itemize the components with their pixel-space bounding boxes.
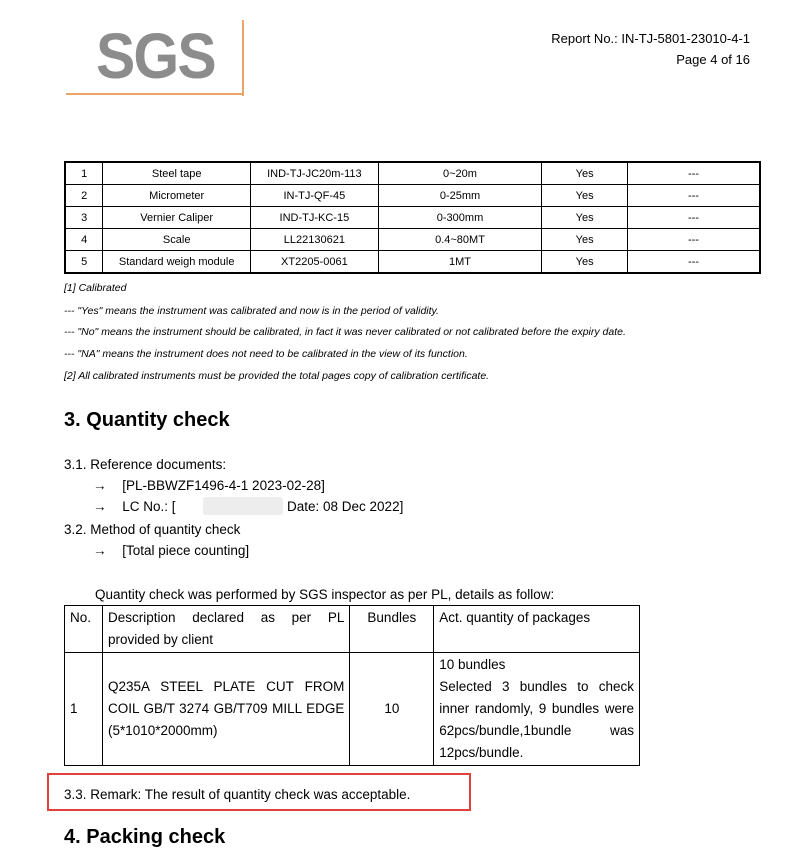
cell-id: IN-TJ-QF-45	[251, 185, 379, 207]
cell-no: 3	[65, 207, 103, 229]
actual-quantity-line: 10 bundles	[439, 657, 506, 672]
table-header-row	[65, 606, 640, 653]
cell-calibrated: Yes	[542, 251, 628, 274]
cell-instrument: Micrometer	[103, 185, 251, 207]
cell-remark: ---	[627, 251, 760, 274]
cell-remark: ---	[627, 229, 760, 251]
header-description: Description declared as per PL provided by client	[102, 606, 349, 653]
page-number: Page 4 of 16	[676, 52, 750, 67]
note-calibrated: [1] Calibrated	[64, 282, 127, 294]
reference-item	[93, 499, 176, 514]
logo-vertical-rule	[242, 20, 244, 96]
note-certificate: [2] All calibrated instruments must be provided the total pages copy of calibration certificate.	[64, 370, 490, 382]
cell-range: 0.4~80MT	[378, 229, 542, 251]
section-3-title: 3. Quantity check	[64, 409, 230, 431]
cell-calibrated: Yes	[542, 207, 628, 229]
header-bundles: Bundles	[350, 606, 434, 653]
redacted-area	[203, 497, 283, 515]
sgs-logo	[66, 20, 246, 100]
cell-range: 1MT	[378, 251, 542, 274]
note-na: --- "NA" means the instrument does not need to be calibrated in the view of its function.	[64, 348, 468, 360]
cell-no: 2	[65, 185, 103, 207]
cell-instrument: Scale	[103, 229, 251, 251]
cell-id: LL22130621	[251, 229, 379, 251]
cell-range: 0~20m	[378, 162, 542, 185]
cell-instrument: Vernier Caliper	[103, 207, 251, 229]
quantity-table	[64, 605, 640, 766]
cell-remark: ---	[627, 162, 760, 185]
cell-instrument: Steel tape	[103, 162, 251, 185]
reference-lc-date: Date: 08 Dec 2022]	[287, 499, 404, 514]
method-heading: 3.2. Method of quantity check	[64, 522, 241, 537]
cell-instrument: Standard weigh module	[103, 251, 251, 274]
table-row	[65, 229, 760, 251]
cell-no: 4	[65, 229, 103, 251]
reference-item	[93, 478, 325, 493]
header-actual-quantity: Act. quantity of packages	[434, 606, 640, 653]
header-no: No.	[65, 606, 103, 653]
table-row	[65, 653, 640, 766]
cell-id: XT2205-0061	[251, 251, 379, 274]
cell-actual-quantity	[434, 653, 640, 766]
method-value: [Total piece counting]	[122, 543, 250, 558]
note-no: --- "No" means the instrument should be calibrated, in fact it was never calibrated or not calibrated before the expiry date.	[64, 326, 626, 338]
quantity-intro: Quantity check was performed by SGS inspector as per PL, details as follow:	[95, 587, 555, 602]
cell-id: IND-TJ-KC-15	[251, 207, 379, 229]
arrow-icon: →	[93, 478, 107, 493]
cell-range: 0-300mm	[378, 207, 542, 229]
cell-calibrated: Yes	[542, 229, 628, 251]
instrument-table	[64, 161, 761, 274]
remark-text: 3.3. Remark: The result of quantity check was acceptable.	[64, 787, 411, 802]
cell-range: 0-25mm	[378, 185, 542, 207]
section-4-title: 4. Packing check	[64, 826, 226, 848]
cell-id: IND-TJ-JC20m-113	[251, 162, 379, 185]
table-row	[65, 207, 760, 229]
cell-no: 1	[65, 162, 103, 185]
cell-remark: ---	[627, 185, 760, 207]
cell-no: 1	[65, 653, 103, 766]
reference-lc-prefix: LC No.: [	[122, 499, 176, 514]
table-row	[65, 251, 760, 274]
cell-description: Q235A STEEL PLATE CUT FROM COIL GB/T 3274 GB/T709 MILL EDGE (5*1010*2000mm)	[102, 653, 349, 766]
arrow-icon: →	[93, 543, 107, 558]
actual-quantity-details: Selected 3 bundles to check inner randomly, 9 bundles were 62pcs/bundle,1bundle was 12pcs/bundle.	[439, 679, 634, 760]
reference-documents-heading: 3.1. Reference documents:	[64, 457, 227, 472]
cell-bundles: 10	[350, 653, 434, 766]
logo-horizontal-rule	[66, 93, 244, 95]
table-row	[65, 185, 760, 207]
report-number: Report No.: IN-TJ-5801-23010-4-1	[551, 31, 750, 46]
arrow-icon: →	[93, 499, 107, 514]
cell-no: 5	[65, 251, 103, 274]
cell-calibrated: Yes	[542, 162, 628, 185]
note-yes: --- "Yes" means the instrument was calibrated and now is in the period of validity.	[64, 305, 439, 317]
cell-calibrated: Yes	[542, 185, 628, 207]
method-item	[93, 543, 249, 558]
table-row	[65, 162, 760, 185]
logo-text: SGS	[96, 20, 215, 92]
reference-pl: [PL-BBWZF1496-4-1 2023-02-28]	[122, 478, 325, 493]
cell-remark: ---	[627, 207, 760, 229]
